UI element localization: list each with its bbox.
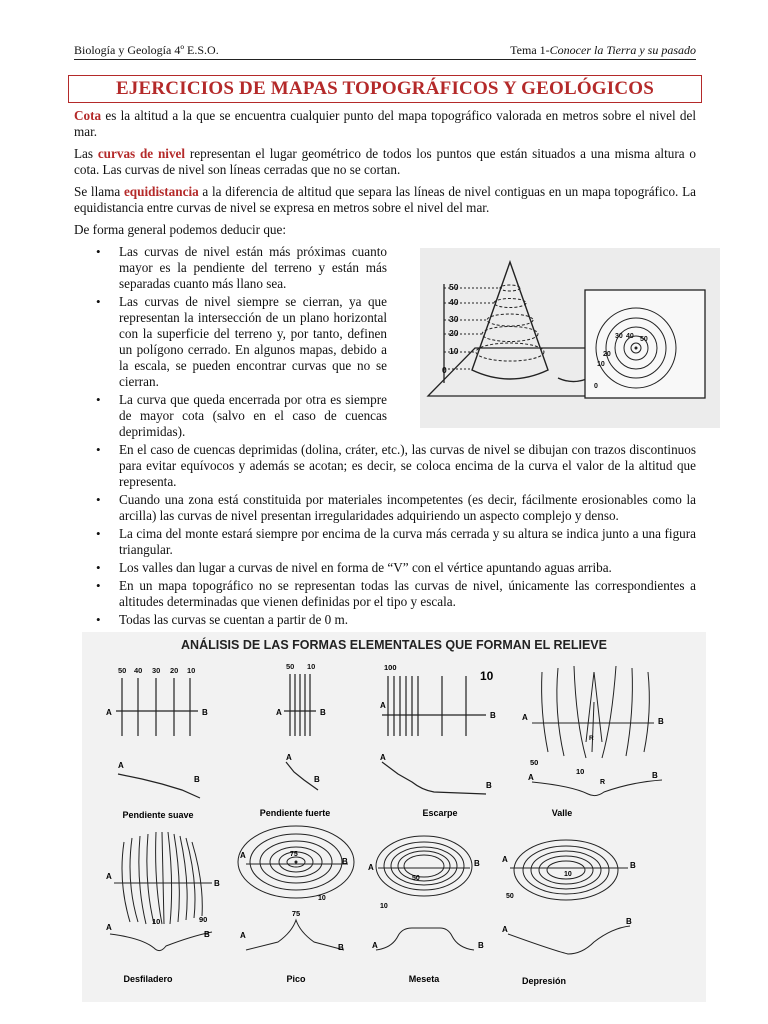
contour-label: 50 bbox=[286, 662, 295, 671]
header-topic bbox=[510, 43, 696, 58]
panel-caption: Meseta bbox=[408, 974, 440, 984]
list-item: • Cuando una zona está constituida por materiales incompetentes (es decir, fácilmente erosionables como la arcilla) las curvas de nivel presentan irregularidades adquiriendo un aspecto complejo y denso. bbox=[74, 492, 696, 524]
contour-label: 75 bbox=[291, 909, 301, 918]
relief-forms-svg bbox=[82, 632, 706, 1002]
header-topic-name: Conocer la Tierra y su pasado bbox=[549, 43, 696, 57]
point-a-label: A bbox=[380, 701, 386, 710]
river-label: R bbox=[589, 735, 594, 742]
point-b-label: B bbox=[320, 708, 326, 717]
contour-label: 30 bbox=[152, 666, 161, 675]
panel-meseta bbox=[368, 836, 484, 984]
point-a-label: A bbox=[276, 708, 282, 717]
list-item: • En un mapa topográfico no se representan todas las curvas de nivel, únicamente las correspondientes a altitudes determinadas que vienen definidas por el tipo y escala. bbox=[74, 578, 696, 610]
point-a-label: A bbox=[380, 753, 386, 762]
relief-forms-figure bbox=[82, 632, 706, 1002]
point-a-label: A bbox=[502, 855, 508, 864]
list-item: • Las curvas de nivel siempre se cierran, ya que representan la intersección de un plano horizontal con la superficie del terreno y, por tanto, definen un polígono cerrado. En algunos mapas, debido a la escala, se pueden encontrar curvas que no se cierran. bbox=[74, 294, 387, 390]
header-topic-prefix: Tema 1- bbox=[510, 43, 550, 57]
cone-axis-label: 0 bbox=[442, 365, 447, 375]
term-equidistancia: equidistancia bbox=[123, 184, 199, 199]
page-title: EJERCICIOS DE MAPAS TOPOGRÁFICOS Y GEOLÓGICOS bbox=[115, 78, 655, 99]
map-contour-label: 40 bbox=[626, 333, 634, 340]
paragraph-curvas bbox=[74, 146, 696, 178]
list-item: • La curva que queda encerrada por otra es siempre de mayor cota (salvo en el caso de cuencas deprimidas). bbox=[74, 392, 387, 440]
cone-axis-label: 40 bbox=[449, 297, 459, 307]
point-b-label: B bbox=[474, 859, 480, 868]
map-contour-label: 0 bbox=[594, 383, 598, 390]
point-b-label: B bbox=[214, 879, 220, 888]
panel-escarpe bbox=[380, 663, 496, 818]
panel-caption: Pendiente fuerte bbox=[259, 808, 331, 818]
list-item: • En el caso de cuencas deprimidas (dolina, cráter, etc.), las curvas de nivel se dibujan con trazos discontinuos para evitar equívocos y además se acotan; es decir, se coloca encima de la curva el valor de la altitud que representa. bbox=[74, 442, 696, 490]
point-b-label: B bbox=[202, 708, 208, 717]
page-header bbox=[74, 43, 696, 59]
point-b-label: B bbox=[658, 717, 664, 726]
paragraph-cota-text: es la altitud a la que se encuentra cualquier punto del mapa topográfico valorada en metros sobre el nivel del mar. bbox=[74, 108, 696, 139]
contour-label: 50 bbox=[412, 875, 420, 882]
panel-pendiente-suave bbox=[106, 666, 208, 820]
contour-label: 10 bbox=[152, 917, 161, 926]
map-contour-label: 30 bbox=[615, 333, 623, 340]
point-b-label: B bbox=[314, 775, 320, 784]
panel-caption: Pico bbox=[286, 974, 306, 984]
panel-caption: Escarpe bbox=[422, 808, 458, 818]
contour-label: 10 bbox=[318, 895, 326, 902]
panel-caption: Valle bbox=[551, 808, 573, 818]
panel-caption: Desfiladero bbox=[123, 974, 173, 984]
point-a-label: A bbox=[106, 923, 112, 932]
paragraph-equidistancia-text: a la diferencia de altitud que separa las líneas de nivel contiguas en un mapa topográfico. La equidistancia entre curvas de nivel se expresa en metros sobre el nivel del mar. bbox=[74, 184, 696, 215]
list-item: • Todas las curvas se cuentan a partir de 0 m. bbox=[74, 612, 696, 628]
panel-depresion bbox=[502, 840, 636, 986]
contour-label: 10 bbox=[307, 662, 316, 671]
contour-label: 50 bbox=[530, 758, 539, 767]
contour-label: 75 bbox=[290, 851, 298, 858]
list-item: • La cima del monte estará siempre por encima de la curva más cerrada y su altura se indica junto a una figura triangular. bbox=[74, 526, 696, 558]
point-a-label: A bbox=[522, 713, 528, 722]
point-a-label: A bbox=[502, 925, 508, 934]
list-item: • Los valles dan lugar a curvas de nivel en forma de “V” con el vértice apuntando aguas arriba. bbox=[74, 560, 696, 576]
panel-pendiente-fuerte bbox=[260, 662, 331, 818]
map-contour-label: 10 bbox=[597, 361, 605, 368]
point-a-label: A bbox=[372, 941, 378, 950]
cone-axis-label: 50 bbox=[449, 282, 459, 292]
paragraph-equidistancia bbox=[74, 184, 696, 216]
paragraph-curvas-text: representan el lugar geométrico de todos los puntos que están situados a una misma altura o cota. Las curvas de nivel son líneas cerradas que no se cortan. bbox=[74, 146, 696, 177]
point-b-label: B bbox=[486, 781, 492, 790]
point-a-label: A bbox=[368, 863, 374, 872]
point-a-label: A bbox=[286, 753, 292, 762]
point-b-label: B bbox=[338, 943, 344, 952]
point-b-label: B bbox=[652, 771, 658, 780]
panel-caption: Pendiente suave bbox=[122, 810, 194, 820]
bullet-list-wide bbox=[74, 442, 696, 628]
contour-label: 40 bbox=[134, 666, 143, 675]
cone-axis-label: 20 bbox=[449, 328, 459, 338]
point-b-label: B bbox=[490, 711, 496, 720]
contour-label: 20 bbox=[170, 666, 179, 675]
point-b-label: B bbox=[194, 775, 200, 784]
contour-label: 10 bbox=[380, 903, 388, 910]
river-label: R bbox=[600, 779, 606, 786]
paragraph-intro-list: De forma general podemos deducir que: bbox=[74, 222, 287, 237]
point-b-label: B bbox=[478, 941, 484, 950]
contour-label: 10 bbox=[187, 666, 196, 675]
point-a-label: A bbox=[240, 931, 246, 940]
contour-label: 10 bbox=[576, 767, 585, 776]
panel-valle bbox=[522, 666, 664, 818]
cone-contour-figure bbox=[420, 248, 720, 428]
paragraph-cota bbox=[74, 108, 696, 140]
panel-desfiladero bbox=[106, 832, 220, 984]
term-curvas-de-nivel: curvas de nivel bbox=[97, 146, 186, 161]
title-box bbox=[68, 75, 702, 103]
cone-axis-label: 30 bbox=[449, 314, 459, 324]
point-a-label: A bbox=[118, 761, 124, 770]
panel-caption: Depresión bbox=[521, 976, 567, 986]
list-item: • Las curvas de nivel están más próximas cuanto mayor es la pendiente del terreno y están más separadas cuanto más llano sea. bbox=[74, 244, 387, 292]
header-divider bbox=[74, 59, 696, 60]
term-cota: Cota bbox=[74, 108, 102, 123]
point-a-label: A bbox=[528, 773, 534, 782]
contour-label: 100 bbox=[384, 663, 397, 672]
paragraph-equidistancia-pre: Se llama bbox=[74, 184, 124, 199]
contour-label: 10 bbox=[564, 871, 572, 878]
contour-label: 50 bbox=[506, 893, 514, 900]
point-b-label: B bbox=[626, 917, 632, 926]
contour-label: 90 bbox=[199, 915, 208, 924]
point-b-label: B bbox=[342, 857, 348, 866]
panel-pico bbox=[238, 826, 354, 984]
contour-label: 10 bbox=[480, 669, 494, 683]
contour-label: 50 bbox=[118, 666, 127, 675]
cone-axis-label: 10 bbox=[449, 346, 459, 356]
point-b-label: B bbox=[204, 930, 210, 939]
point-a-label: A bbox=[106, 872, 112, 881]
map-contour-label: 20 bbox=[603, 351, 611, 358]
map-contour-label: 50 bbox=[640, 336, 648, 343]
point-a-label: A bbox=[240, 851, 246, 860]
point-a-label: A bbox=[106, 708, 112, 717]
cone-contour-svg bbox=[420, 248, 720, 428]
relief-figure-title: ANÁLISIS DE LAS FORMAS ELEMENTALES QUE FORMAN EL RELIEVE bbox=[181, 638, 607, 652]
header-subject: Biología y Geología 4º E.S.O. bbox=[74, 43, 219, 57]
paragraph-curvas-pre: Las bbox=[74, 146, 98, 161]
point-b-label: B bbox=[630, 861, 636, 870]
